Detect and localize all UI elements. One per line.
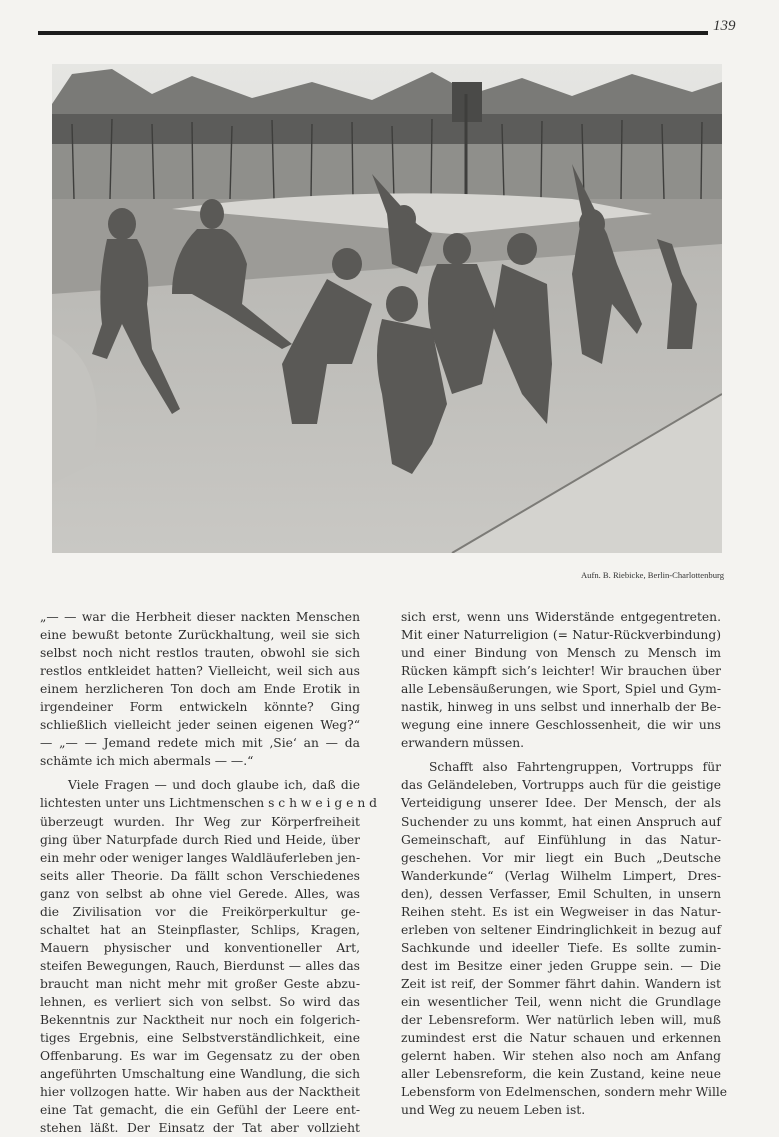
- text-line: aller Lebensreform, die kein Zustand, keine neue: [401, 1067, 721, 1082]
- text-line: erwandern müssen.: [401, 736, 525, 751]
- text-line: Verteidigung unserer Idee. Der Mensch, der als: [401, 796, 721, 811]
- text-line: „— — war die Herbheit dieser nackten Menschen: [40, 610, 360, 624]
- text-line: Rücken kämpft sich’s leichter! Wir brauchen über: [401, 664, 721, 679]
- text-line: ein mehr oder weniger langes Waldläuferleben jen-: [40, 850, 361, 865]
- text-line: seits aller Theorie. Da fällt schon Verschiedenes: [40, 868, 360, 883]
- text-line: Mit einer Naturreligion (= Natur-Rückverbindung): [401, 628, 721, 643]
- text-line: das Geländeleben, Vortrupps auch für die geistige: [401, 778, 721, 793]
- text-line: steifen Bewegungen, Rauch, Bierdunst — alles das: [40, 958, 360, 973]
- text-line: zumindest erst die Natur schauen und erkennen: [401, 1031, 721, 1046]
- text-line: Lebensform von Edelmenschen, sondern mehr Wille: [401, 1085, 728, 1100]
- text-line: Wanderkunde“ (Verlag Wilhelm Limpert, Dres-: [401, 868, 721, 883]
- text-line: der Lebensreform. Wer natürlich leben will, muß: [401, 1013, 721, 1028]
- text-line: Offenbarung. Es war im Gegensatz zu der oben: [40, 1049, 360, 1064]
- text-line: angeführten Umschaltung eine Wandlung, die sich: [40, 1067, 360, 1082]
- text-line: selbst noch nicht restlos trauten, obwohl sie sich: [40, 646, 360, 661]
- text-line: Bekenntnis zur Nacktheit nur noch ein folgerich-: [40, 1013, 360, 1028]
- text-line: braucht man nicht mehr mit großer Geste abzu-: [40, 976, 360, 991]
- text-line: Viele Fragen — und doch glaube ich, daß die: [68, 778, 360, 793]
- text-line: Sachkunde und ideeller Tiefe. Es sollte zumin-: [401, 940, 721, 955]
- text-line: überzeugt wurden. Ihr Weg zur Körperfreiheit: [40, 814, 360, 829]
- text-line: den), dessen Verfasser, Emil Schulten, in unsern: [401, 886, 721, 901]
- text-column-left: [40, 608, 378, 1137]
- text-line: eine Tat gemacht, die ein Gefühl der Leere ent-: [40, 1103, 360, 1118]
- text-line: eine bewußt betonte Zurückhaltung, weil sie sich: [40, 628, 360, 643]
- page-number: 139: [713, 18, 736, 34]
- text-line: schämte ich mich abermals — —.“: [40, 754, 254, 769]
- photo-credit: Aufn. B. Riebicke, Berlin-Charlottenburg: [580, 570, 724, 580]
- text-line: Gemeinschaft, auf Einfühlung in das Natur-: [401, 832, 721, 847]
- text-line: alle Lebensäußerungen, wie Sport, Spiel und Gym-: [401, 682, 721, 697]
- text-line: Zeit ist reif, der Sommer fährt dahin. Wandern ist: [401, 976, 721, 991]
- text-line: Schafft also Fahrtengruppen, Vortrupps für: [429, 760, 721, 775]
- text-line: tiges Ergebnis, eine Selbstverständlichkeit, eine: [40, 1031, 360, 1046]
- text-line: nastik, hinweg in uns selbst und innerhalb der Be-: [401, 700, 721, 715]
- text-line: und einer Bindung von Mensch zu Mensch im: [401, 646, 721, 661]
- text-line: sich erst, wenn uns Widerstände entgegentreten.: [401, 610, 721, 624]
- text-column-right: [401, 608, 728, 1119]
- mud-bath-photo-illustration: [52, 64, 722, 553]
- text-line: lehnen, es verliert sich von selbst. So wird das: [40, 994, 360, 1009]
- text-line: dest im Besitze einer jeden Gruppe sein. — Die: [401, 958, 721, 973]
- text-line: erleben von seltener Eindringlichkeit in bezug auf: [401, 922, 721, 937]
- text-line: — „— — Jemand redete mich mit ‚Sie‘ an — da: [40, 736, 360, 751]
- text-line: restlos entkleidet hatten? Vielleicht, weil sich aus: [40, 664, 360, 679]
- text-line: irgendeiner Form entwickeln könnte? Ging: [40, 700, 360, 715]
- text-line: geschehen. Vor mir liegt ein Buch „Deutsche: [401, 850, 721, 865]
- text-line: ein wesentlicher Teil, wenn nicht die Grundlage: [401, 994, 721, 1009]
- header-rule: [38, 31, 708, 35]
- text-line: hier vollzogen hatte. Wir haben aus der Nacktheit: [40, 1085, 360, 1100]
- text-line: und Weg zu neuem Leben ist.: [401, 1103, 586, 1118]
- text-line: schaltet hat an Steinpflaster, Schlips, Kragen,: [40, 922, 360, 937]
- text-line: wegung eine innere Geschlossenheit, die wir uns: [401, 718, 721, 733]
- text-line: lichtesten unter uns Lichtmenschen s c h w e i g e n d: [40, 796, 378, 811]
- text-line: ganz von selbst ab ohne viel Gerede. Alles, was: [40, 886, 360, 901]
- text-line: stehen läßt. Der Einsatz der Tat aber vollzieht: [40, 1121, 360, 1136]
- text-line: Reihen steht. Es ist ein Wegweiser in das Natur-: [401, 904, 721, 919]
- text-line: ging über Naturpfade durch Ried und Heide, über: [40, 832, 360, 847]
- text-line: die Zivilisation vor die Freikörperkultur ge-: [40, 904, 360, 919]
- photograph: [52, 64, 722, 553]
- text-line: Mauern physischer und konventioneller Art,: [40, 940, 360, 955]
- text-line: Suchender zu uns kommt, hat einen Anspruch auf: [401, 814, 721, 829]
- text-line: gelernt haben. Wir stehen also noch am Anfang: [401, 1049, 721, 1064]
- text-line: schließlich vielleicht jeder seinen eigenen Weg?“: [40, 718, 360, 733]
- text-line: einem herzlicheren Ton doch am Ende Erotik in: [40, 682, 360, 697]
